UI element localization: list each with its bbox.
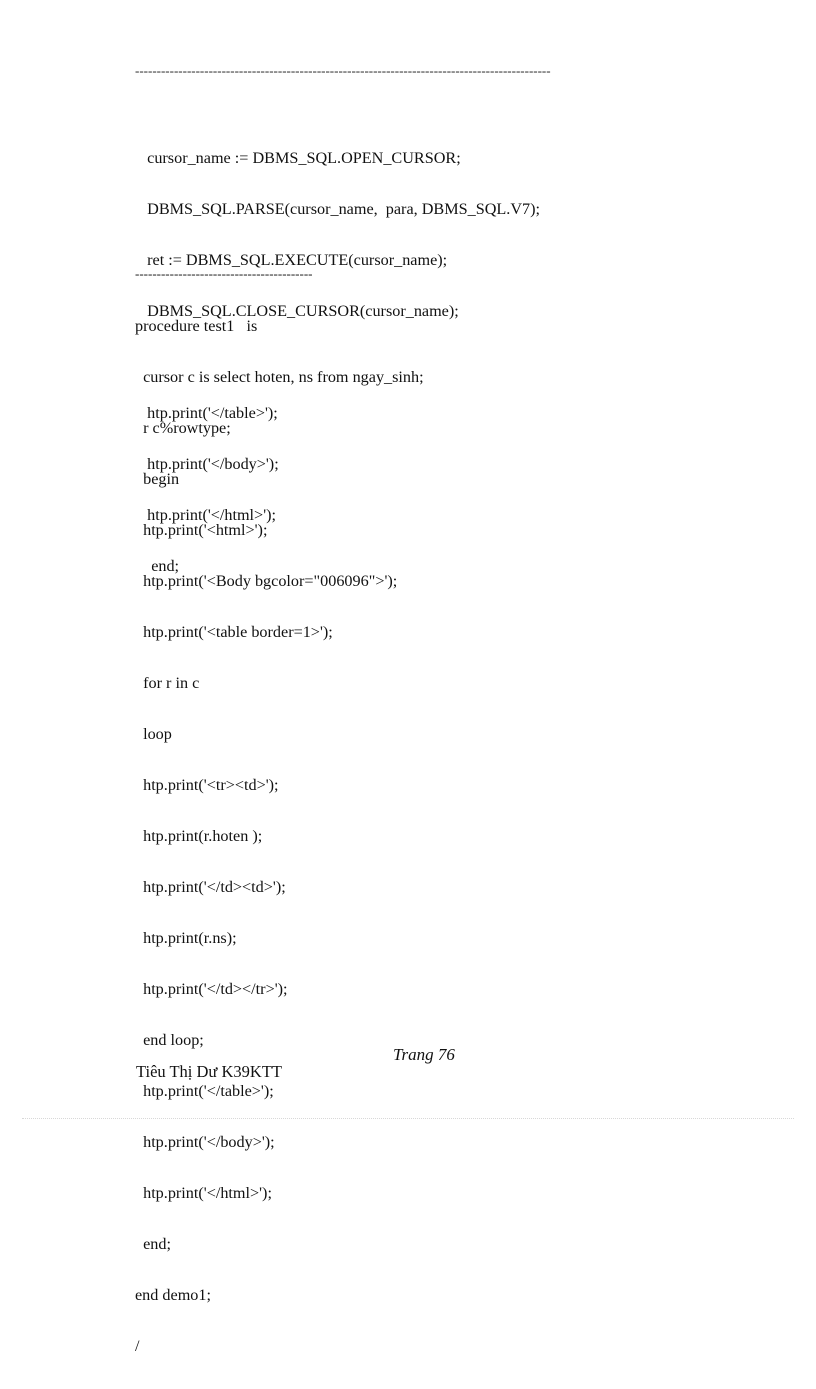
code-line: / [135,1337,140,1355]
code-line: DBMS_SQL.CLOSE_CURSOR(cursor_name); [135,302,459,320]
code-line: htp.print('<table border=1>'); [135,623,333,641]
code-line: htp.print('<tr><td>'); [135,776,279,794]
code-line: htp.print('</html>'); [135,506,276,524]
code-block-procedure-test1 [135,284,424,1389]
code-line: DBMS_SQL.PARSE(cursor_name, para, DBMS_SQL.V7); [135,200,540,218]
code-line: end demo1; [135,1286,211,1304]
bottom-dotted-border [22,1118,794,1119]
code-line: htp.print('</table>'); [135,1082,274,1100]
code-line: htp.print('</html>'); [135,1184,272,1202]
code-line: htp.print('<html>'); [135,521,268,539]
page-number: Trang 76 [393,1045,455,1064]
code-line: end; [135,1235,171,1253]
code-line: htp.print('</td></tr>'); [135,980,288,998]
code-line: htp.print('</body>'); [135,1133,275,1151]
footer-author: Tiêu Thị Dư K39KTT [136,1062,282,1081]
code-line: cursor_name := DBMS_SQL.OPEN_CURSOR; [135,149,461,167]
code-line: htp.print('</table>'); [135,404,278,422]
code-line: ret := DBMS_SQL.EXECUTE(cursor_name); [135,251,448,269]
code-line: htp.print(r.hoten ); [135,827,263,845]
code-line: end loop; [135,1031,204,1049]
code-line: htp.print('<Body bgcolor="006096">'); [135,572,398,590]
code-line: r c%rowtype; [135,419,231,437]
middle-separator-rule: ----------------------------------------- [135,266,313,281]
top-separator-rule: ------------------------------------------------------------------------------------------------ [135,63,551,78]
code-line: htp.print('</td><td>'); [135,878,286,896]
code-line: loop [135,725,172,743]
code-line: htp.print('</body>'); [135,455,279,473]
code-line: cursor c is select hoten, ns from ngay_sinh; [135,368,424,386]
code-line: for r in c [135,674,200,692]
code-line: htp.print(r.ns); [135,929,237,947]
code-line: procedure test1 is [135,317,258,335]
code-line: end; [135,557,180,575]
code-line: begin [135,470,180,488]
